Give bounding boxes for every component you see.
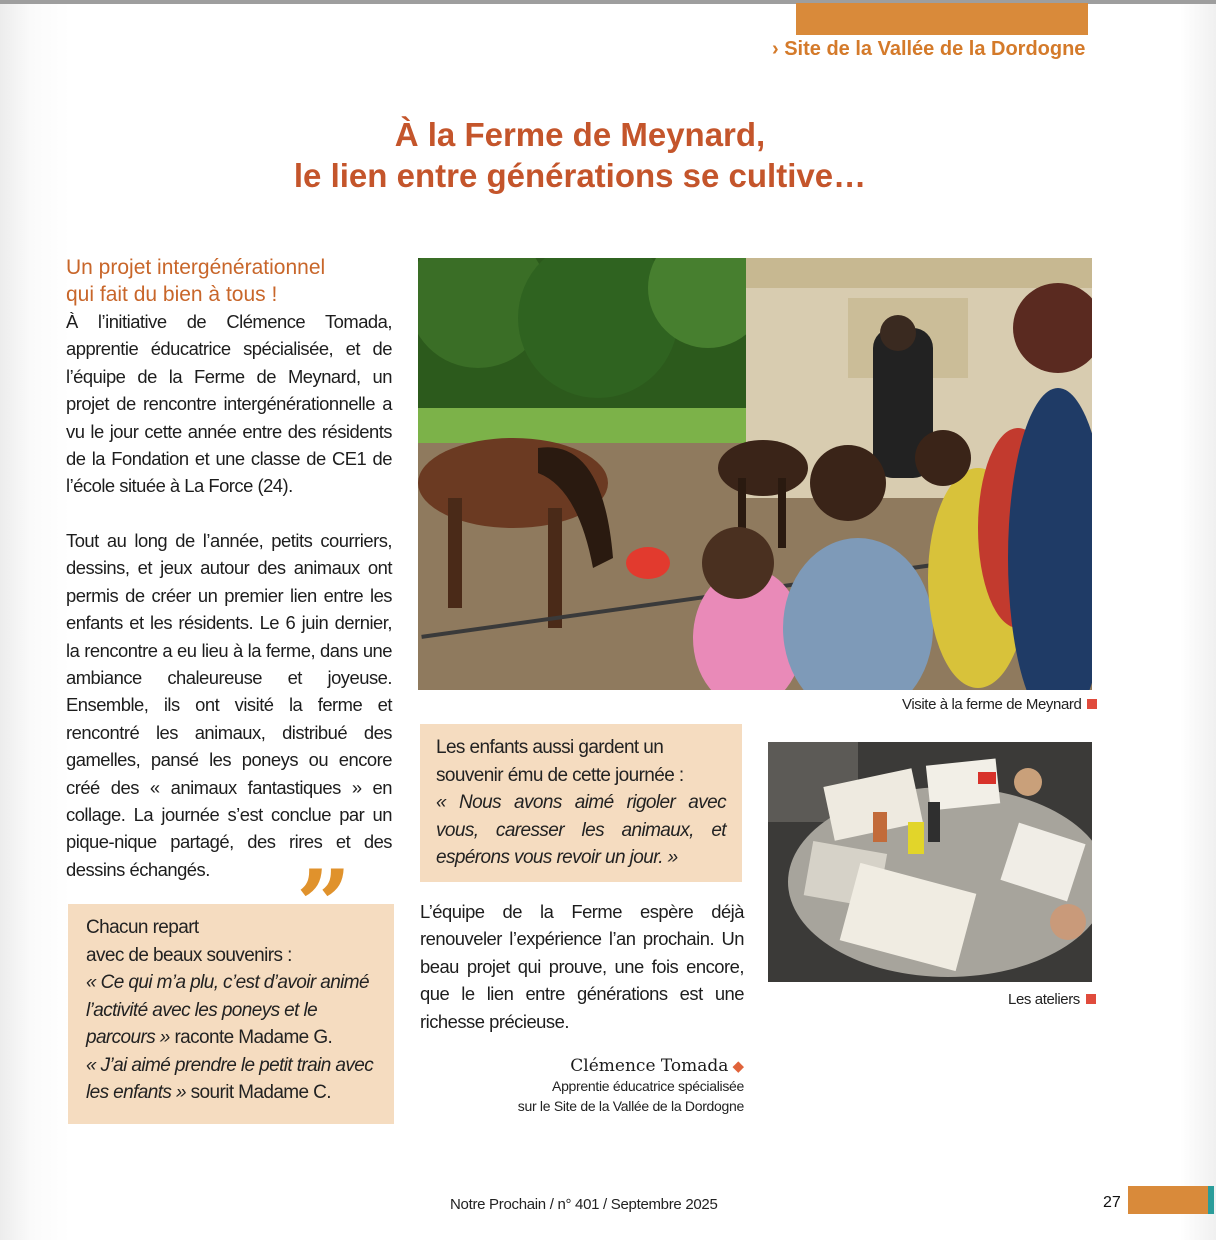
section-tab-top: [796, 3, 1088, 35]
main-photo-caption: [902, 696, 1097, 713]
subhead-line-2: qui fait du bien à tous !: [66, 283, 278, 306]
quote-mark-icon: ”: [296, 849, 352, 962]
testimonial-attribution-2: sourit Madame C.: [185, 1082, 331, 1103]
testimonial-intro-2: avec de beaux souvenirs :: [86, 944, 292, 966]
ateliers-photo-caption-text: Les ateliers: [1008, 991, 1080, 1008]
author-name: Clémence Tomada: [570, 1056, 729, 1076]
subhead-line-1: Un projet intergénérationnel: [66, 256, 326, 279]
article-title: [200, 114, 960, 196]
main-photo-caption-text: Visite à la ferme de Meynard: [902, 696, 1082, 713]
testimonial-attribution-1: raconte Madame G.: [169, 1027, 333, 1048]
children-quote: « Nous avons aimé rigoler avec vous, caresser les animaux, et espérons vous revoir un jour. »: [436, 792, 726, 868]
section-tab-bottom: [1128, 1186, 1212, 1214]
page-number: 27: [1103, 1194, 1121, 1211]
workshops-photo: [768, 742, 1092, 982]
ateliers-photo-caption: [1008, 991, 1096, 1008]
author-role-line-1: Apprentie éducatrice spécialisée: [552, 1078, 744, 1094]
section-link[interactable]: › Site de la Vallée de la Dordogne: [772, 38, 1086, 60]
author-signature: [470, 1056, 744, 1116]
farm-visit-photo: [418, 258, 1092, 690]
article-subhead: [66, 254, 396, 308]
diamond-icon: ◆: [732, 1058, 744, 1075]
paragraph-3: L’équipe de la Ferme espère déjà renouveler l’expérience l’an prochain. Un beau projet qui prouve, une fois encore, que le lien entre générations est une richesse précieuse.: [420, 901, 744, 1032]
testimonial-quote-1: « Ce qui m’a plu, c’est d’avoir animé l’activité avec les poneys et le parcours »: [86, 972, 369, 1048]
children-quote-intro: Les enfants aussi gardent un souvenir ému de cette journée :: [436, 737, 684, 786]
author-role-line-2: sur le Site de la Vallée de la Dordogne: [517, 1098, 744, 1114]
testimonial-quote-2: « J’ai aimé prendre le petit train avec les enfants »: [86, 1054, 374, 1103]
caption-square-icon: [1086, 994, 1096, 1004]
title-line-1: À la Ferme de Meynard,: [394, 116, 766, 153]
children-quote-box: [420, 724, 742, 882]
testimonial-intro-1: Chacun repart: [86, 917, 199, 938]
publication-footer: Notre Prochain / n° 401 / Septembre 2025: [450, 1196, 718, 1213]
title-line-2: le lien entre générations se cultive…: [293, 157, 867, 194]
paragraph-1: À l’initiative de Clémence Tomada, apprentie éducatrice spécialisée, et de l’équipe de la Ferme de Meynard, un projet de rencontre intergénérationnelle a vu le jour cette année entre des résidents de la Fondation et une classe de CE1 de l’école située à La Force (24).: [66, 311, 392, 497]
paragraph-2: Tout au long de l’année, petits courriers, dessins, et jeux autour des animaux ont permis de créer un premier lien entre les enfants et les résidents. Le 6 juin dernier, la rencontre a eu lieu à la ferme, dans une ambiance chaleureuse et joyeuse. Ensemble, ils ont visité la ferme et rencontré les animaux, distribué des gamelles, pansé les poneys ou encore créé des « animaux fantastiques » en collage. La journée s’est conclue par un pique-nique partagé, des rires et des dessins échangés.: [66, 530, 392, 880]
teal-edge-tab: [1208, 1186, 1214, 1214]
caption-square-icon: [1087, 699, 1097, 709]
